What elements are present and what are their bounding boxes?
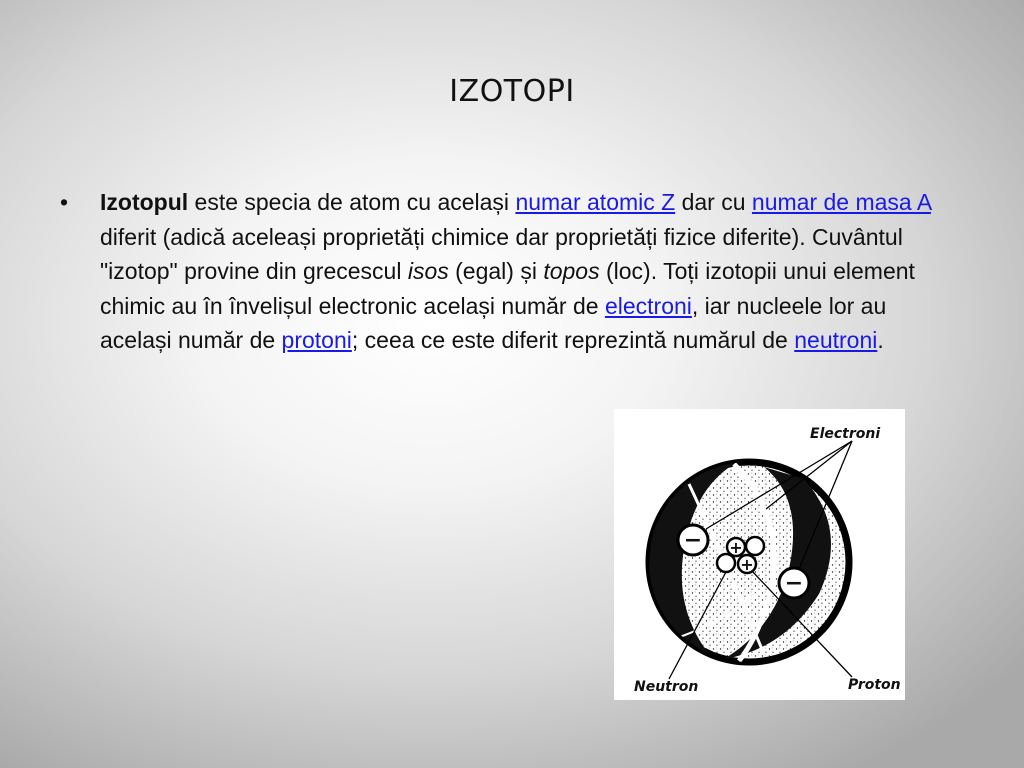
text-segment: (egal) și xyxy=(448,258,544,284)
plus-icon: + xyxy=(740,555,754,574)
label-proton: Proton xyxy=(848,677,901,693)
minus-icon: − xyxy=(683,528,703,553)
term-izotopul: Izotopul xyxy=(100,189,189,215)
text-segment: este specia de atom cu același xyxy=(188,189,516,215)
word-isos: isos xyxy=(407,258,449,284)
neutron-particle xyxy=(746,537,764,555)
plus-icon: + xyxy=(729,538,743,557)
link-numar-atomic[interactable]: numar atomic Z xyxy=(515,189,676,215)
text-segment: , iar nucleele lor au același număr de xyxy=(100,292,887,353)
slide-title: IZOTOPI xyxy=(449,74,575,109)
atom-diagram-svg xyxy=(614,409,905,700)
link-electroni[interactable]: electroni xyxy=(604,292,692,319)
text-segment: (loc). Toți izotopii unui element chimic au în învelișul electronic același număr de xyxy=(100,258,915,319)
link-protoni[interactable]: protoni xyxy=(281,327,352,353)
atom-diagram xyxy=(614,409,905,700)
label-neutron: Neutron xyxy=(634,679,699,695)
bullet-point: • xyxy=(60,189,69,215)
link-numar-de-masa[interactable]: numar de masa A xyxy=(751,189,931,215)
minus-icon: − xyxy=(784,571,804,596)
link-neutroni[interactable]: neutroni xyxy=(794,327,878,353)
text-segment: . xyxy=(877,327,884,353)
electron-right xyxy=(779,568,809,598)
slide-body xyxy=(60,185,960,358)
text-segment: ; ceea ce este diferit reprezintă numărul de xyxy=(351,327,795,353)
text-segment: diferit (adică aceleași proprietăți chimice dar proprietăți fizice diferite). Cuvântul "izotop" provine din grecescul xyxy=(100,223,903,284)
text-segment: dar cu xyxy=(675,189,752,215)
label-electroni: Electroni xyxy=(810,426,881,442)
isotope-definition-paragraph xyxy=(100,185,960,358)
word-topos: topos xyxy=(543,258,600,284)
electron-left xyxy=(678,525,708,555)
